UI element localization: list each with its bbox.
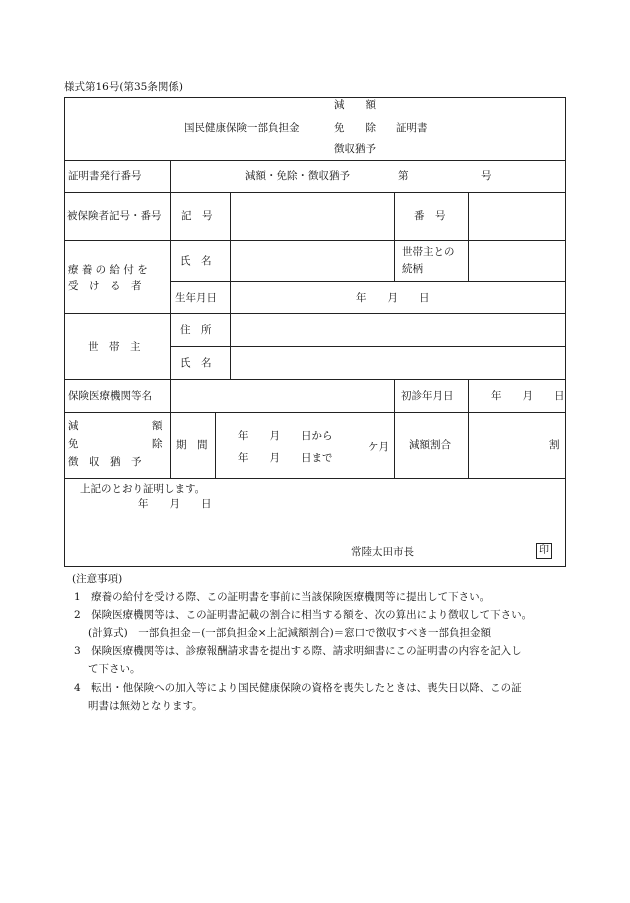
rule: [170, 379, 171, 412]
rule: [64, 478, 566, 479]
reduction-label-a: 減: [68, 420, 79, 432]
rule: [230, 281, 231, 313]
rule: [170, 192, 171, 240]
cert-number-label: 証明書発行番号: [68, 170, 142, 182]
form-number-label: 様式第16号(第35条関係): [64, 81, 183, 93]
first-visit-value: 年 月 日: [491, 390, 565, 402]
certify-date: 年 月 日: [138, 498, 212, 510]
recipient-label-line1: 療 養 の 給 付 を: [68, 264, 148, 276]
note-2: 2 保険医療機関等は、この証明書記載の割合に相当する額を、次の算出により徴収して下さい。: [74, 609, 533, 621]
first-visit-label: 初診年月日: [401, 390, 454, 402]
birth-date-label: 生年月日: [175, 292, 217, 304]
rule: [215, 412, 216, 478]
rule: [394, 192, 395, 240]
birth-date-value: 年 月 日: [356, 292, 430, 304]
rule: [230, 240, 231, 281]
note-4-line2: 明書は無効となります。: [88, 700, 203, 712]
address-label: 住 所: [180, 324, 212, 336]
rule: [468, 240, 469, 281]
period-from: 年 月 日から: [238, 430, 333, 442]
rule: [64, 412, 566, 413]
cert-number-dai: 第: [398, 170, 409, 182]
relation-label-line1: 世帯主との: [402, 246, 455, 258]
period-label: 期 間: [176, 439, 208, 451]
note-1: 1 療養の給付を受ける際、この証明書を事前に当該保険医療機関等に提出して下さい。: [74, 591, 491, 603]
rule: [230, 192, 231, 240]
rule: [468, 192, 469, 240]
relation-label-line2: 続柄: [402, 263, 423, 275]
rule: [394, 240, 395, 281]
rule: [170, 240, 171, 379]
months-label: ケ月: [368, 441, 389, 453]
householder-label: 世 帯 主: [88, 341, 141, 353]
rule: [394, 379, 395, 412]
cert-number-type: 減額・免除・徴収猶予: [245, 170, 350, 182]
note-3-line1: 3 保険医療機関等は、診療報酬請求書を提出する際、請求明細書にこの証明書の内容を記入し: [74, 645, 522, 657]
rule: [170, 412, 171, 478]
certify-statement: 上記のとおり証明します。: [80, 483, 206, 495]
exemption-label-b: 除: [152, 438, 163, 450]
institution-label: 保険医療機関等名: [68, 390, 152, 402]
title-deferral: 徴収猶予: [334, 143, 376, 155]
exemption-label-a: 免: [68, 438, 79, 450]
notes-heading: (注意事項): [72, 573, 123, 585]
recipient-name-label: 氏 名: [180, 255, 212, 267]
recipient-label-line2: 受 け る 者: [68, 280, 142, 292]
rule: [468, 379, 469, 412]
note-4-line1: 4 転出・他保険への加入等により国民健康保険の資格を喪失したときは、喪失日以降、この証: [74, 682, 522, 694]
title-reduction: 減 額: [334, 99, 376, 111]
title-certificate: 証明書: [396, 122, 428, 134]
symbol-label: 記 号: [181, 210, 213, 222]
deferral-label: 徴 収 猶 予: [68, 456, 142, 468]
reduction-label-b: 額: [152, 420, 163, 432]
rule: [230, 313, 231, 379]
insured-number-label: 被保険者記号・番号: [67, 210, 162, 222]
rule: [64, 192, 566, 193]
period-to: 年 月 日まで: [238, 452, 333, 464]
note-2-formula: (計算式) 一部負担金－(一部負担金×上記減額割合)＝窓口で徴収すべき一部負担金額: [88, 627, 491, 639]
note-3-line2: て下さい。: [88, 663, 141, 675]
rule: [394, 412, 395, 478]
rule: [170, 160, 171, 192]
cert-number-go: 号: [481, 170, 492, 182]
rule: [64, 313, 566, 314]
page-title: 国民健康保険一部負担金: [184, 122, 300, 134]
number-label: 番 号: [414, 210, 446, 222]
rule: [64, 240, 566, 241]
rule: [468, 412, 469, 478]
householder-name-label: 氏 名: [180, 357, 212, 369]
seal-stamp: 印: [536, 543, 552, 559]
ratio-unit: 割: [549, 439, 560, 451]
reduction-ratio-label: 減額割合: [409, 439, 451, 451]
rule: [64, 160, 566, 161]
mayor-title: 常陸太田市長: [351, 546, 414, 558]
title-exemption: 免 除: [334, 122, 376, 134]
rule: [64, 379, 566, 380]
